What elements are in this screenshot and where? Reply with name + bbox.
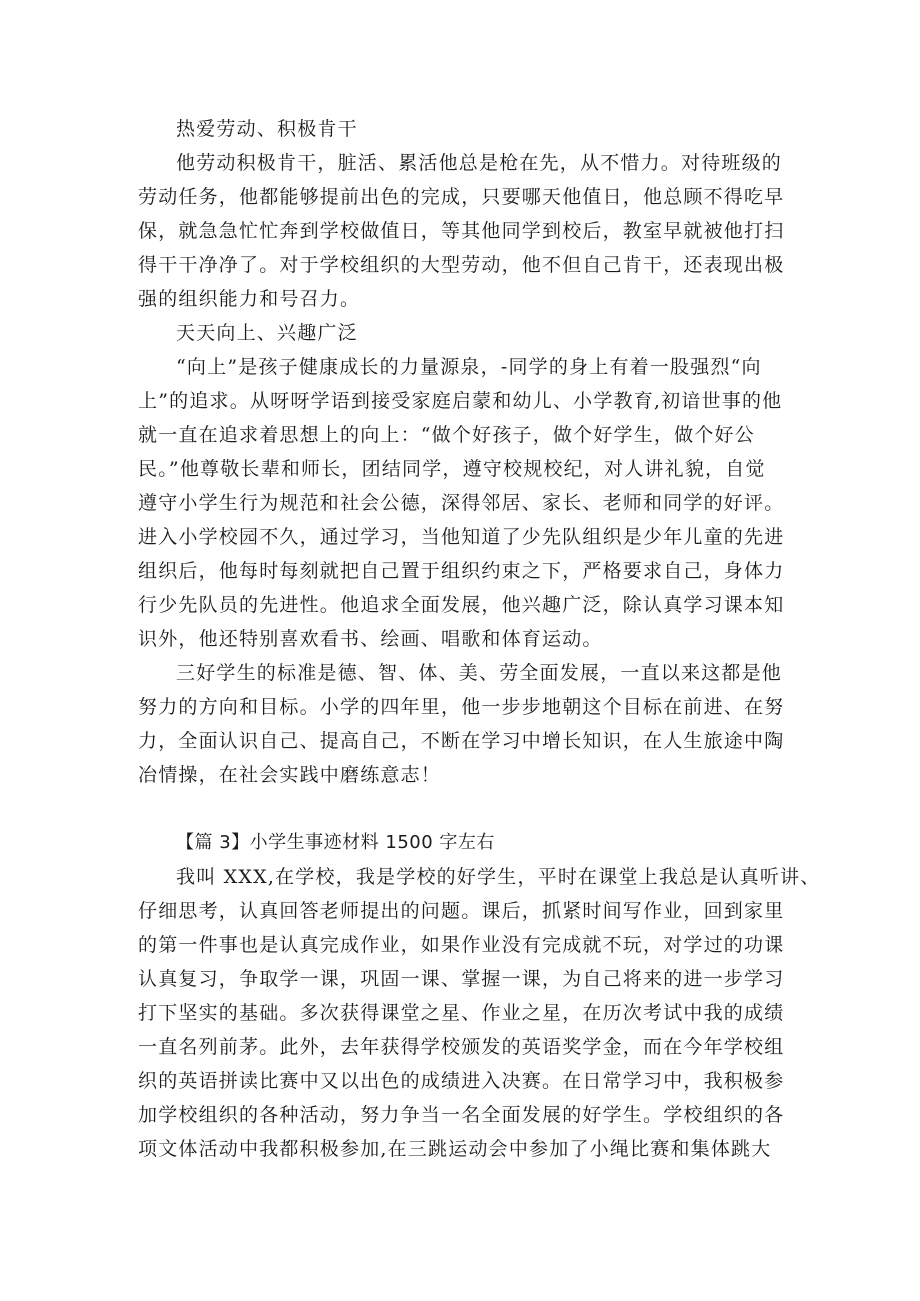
text-line: 就一直在追求着思想上的向上：“做个好孩子，做个好学生，做个好公 <box>138 424 755 446</box>
paragraph-heading-progress: 天天向上、兴趣广泛 <box>176 322 358 344</box>
document-page <box>138 112 821 1166</box>
text-line: 遵守小学生行为规范和社会公德，深得邻居、家长、老师和同学的好评。 <box>138 492 785 514</box>
text-line: 强的组织能力和号召力。 <box>138 288 361 310</box>
text-line: 得干干净净了。对于学校组织的大型劳动，他不但自己肯干，还表现出极 <box>138 254 785 276</box>
text-line: 一直名列前茅。此外，去年获得学校颁发的英语奖学金，而在今年学校组 <box>138 1036 785 1058</box>
section-spacer <box>138 792 788 826</box>
paragraph-progress <box>138 350 788 656</box>
text-line: 上”的追求。从呀呀学语到接受家庭启蒙和幼儿、小学教育,初谙世事的他 <box>138 390 783 412</box>
text-line: 保，就急急忙忙奔到学校做值日，等其他同学到校后，教室早就被他打扫 <box>138 220 785 242</box>
text-line: 打下坚实的基础。多次获得课堂之星、作业之星，在历次考试中我的成绩 <box>138 1002 785 1024</box>
text-line: 加学校组织的各种活动，努力争当一名全面发展的好学生。学校组织的各 <box>138 1104 785 1126</box>
text-line: 认真复习，争取学一课，巩固一课、掌握一课，为自己将来的进一步学习 <box>138 968 785 990</box>
text-line: 我叫 XXX,在学校，我是学校的好学生，平时在课堂上我总是认真听讲、 <box>176 866 821 888</box>
paragraph-heading-labor: 热爱劳动、积极肯干 <box>176 118 358 140</box>
text-line: 行少先队员的先进性。他追求全面发展，他兴趣广泛，除认真学习课本知 <box>138 594 785 616</box>
text-line: “向上”是孩子健康成长的力量源泉，-同学的身上有着一股强烈“向 <box>176 356 762 378</box>
text-line: 仔细思考，认真回答老师提出的问题。课后，抓紧时间写作业，回到家里 <box>138 900 785 922</box>
text-line: 识外，他还特别喜欢看书、绘画、唱歌和体育运动。 <box>138 628 603 650</box>
section-title: 【篇 3】小学生事迹材料 1500 字左右 <box>176 832 495 853</box>
text-line: 三好学生的标准是德、智、体、美、劳全面发展，一直以来这都是他 <box>176 662 783 684</box>
text-line: 努力的方向和目标。小学的四年里，他一步步地朝这个目标在前进、在努 <box>138 696 785 718</box>
text-line: 织的英语拼读比赛中又以出色的成绩进入决赛。在日常学习中，我积极参 <box>138 1070 785 1092</box>
text-line: 冶情操，在社会实践中磨练意志！ <box>138 764 442 786</box>
text-line: 的第一件事也是认真完成作业，如果作业没有完成就不玩，对学过的功课 <box>138 934 785 956</box>
text-line: 劳动任务，他都能够提前出色的完成，只要哪天他值日，他总顾不得吃早 <box>138 186 785 208</box>
paragraph-labor <box>138 146 788 316</box>
text-line: 组织后，他每时每刻就把自己置于组织约束之下，严格要求自己，身体力 <box>138 560 785 582</box>
text-line: 进入小学校园不久，通过学习，当他知道了少先队组织是少年儿童的先进 <box>138 526 785 548</box>
paragraph-section3 <box>138 860 821 1166</box>
paragraph-three-good <box>138 656 788 792</box>
text-line: 民。”他尊敬长辈和师长，团结同学，遵守校规校纪，对人讲礼貌，自觉 <box>138 458 766 480</box>
text-line: 力，全面认识自己、提高自己，不断在学习中增长知识，在人生旅途中陶 <box>138 730 785 752</box>
text-line: 他劳动积极肯干，脏活、累活他总是枪在先，从不惜力。对待班级的 <box>176 152 783 174</box>
text-line: 项文体活动中我都积极参加,在三跳运动会中参加了小绳比赛和集体跳大 <box>138 1138 772 1160</box>
